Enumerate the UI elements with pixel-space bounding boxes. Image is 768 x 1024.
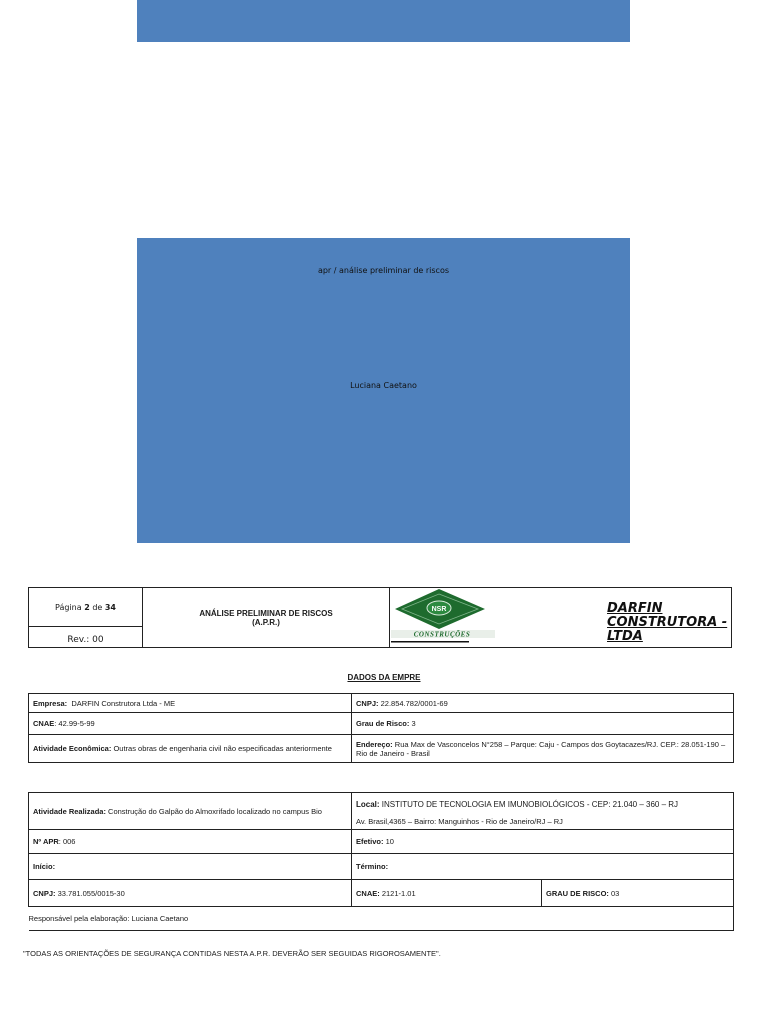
cover-title: apr / análise preliminar de riscos [317, 266, 450, 275]
page-number [29, 588, 142, 627]
page-info-cell [29, 588, 143, 647]
apr-cell [29, 830, 352, 854]
efetivo-label: Efetivo: [356, 837, 384, 846]
company-data-table [28, 693, 734, 763]
work-data-table [28, 792, 734, 931]
cnae-label: CNAE [33, 719, 55, 728]
page-total: 34 [104, 603, 116, 612]
empresa-cell [29, 694, 352, 713]
cnpj-obra-label: CNPJ: [33, 888, 56, 898]
efetivo-cell [352, 830, 734, 854]
table-row [29, 713, 734, 735]
termino-cell [352, 854, 734, 880]
table-row [29, 907, 734, 931]
cnae-obra-label: CNAE: [356, 888, 380, 898]
atividade-economica-cell [29, 735, 352, 763]
atividade-realizada-value: Construção do Galpão do Almoxrifado localizado no campus Bio [108, 806, 322, 816]
atividade-label: Atividade Econômica: [33, 744, 112, 753]
cnpj-obra-cell [29, 880, 352, 907]
table-row [29, 793, 734, 830]
responsavel-cell [29, 907, 734, 931]
page-current: 2 [84, 603, 90, 612]
page-of: de [92, 603, 103, 612]
apr-label: Nº APR [33, 837, 59, 846]
section-title: DADOS DA EMPRE [347, 673, 421, 682]
company-name: DARFIN CONSTRUTORA - LTDA [607, 601, 728, 644]
cnae-obra-cell [352, 880, 542, 907]
logo-emblem-icon [390, 588, 500, 648]
page-word: Página [55, 603, 82, 612]
endereco-cell [352, 735, 734, 763]
apr-value: : 006 [58, 837, 76, 846]
table-row [29, 854, 734, 880]
doc-title: ANÁLISE PRELIMINAR DE RISCOS [199, 609, 333, 618]
cnae-cell [29, 713, 352, 735]
grau-obra-cell [542, 880, 734, 907]
endereco-label: Endereço: [356, 739, 393, 749]
local-label: Local: [356, 799, 380, 809]
inicio-cell [29, 854, 352, 880]
local-cell [352, 793, 734, 830]
cnpj-obra-value: 33.781.055/0015-30 [57, 888, 125, 898]
cnpj-label: CNPJ: [356, 698, 379, 708]
grau-value: 3 [411, 719, 416, 728]
cnpj-cell [352, 694, 734, 713]
grau-obra-label: GRAU DE RISCO: [546, 888, 609, 898]
top-blue-banner [137, 0, 630, 42]
empresa-value: DARFIN Construtora Ltda - ME [71, 698, 176, 708]
cnpj-value: 22.854.782/0001-69 [380, 698, 448, 708]
termino-label: Término: [356, 862, 389, 871]
document-header [28, 587, 732, 648]
grau-obra-value: 03 [611, 888, 620, 898]
company-logo [390, 588, 500, 647]
doc-title-abbr: (A.P.R.) [252, 618, 280, 627]
cover-author: Luciana Caetano [350, 381, 417, 390]
local-value: INSTITUTO DE TECNOLOGIA EM IMUNOBIOLÓGICOS - CEP: 21.040 – 360 – RJ [381, 799, 679, 809]
safety-note: "TODAS AS ORIENTAÇÕES DE SEGURANÇA CONTIDAS NESTA A.P.R. DEVERÃO SER SEGUIDAS RIGOROSAMENTE". [23, 949, 441, 958]
revision: Rev.: 00 [67, 635, 104, 645]
empresa-label: Empresa: [33, 698, 68, 708]
cnae-obra-value: 2121-1.01 [381, 888, 416, 898]
inicio-label: Início: [33, 862, 56, 871]
endereco-value: Rua Max de Vasconcelos N°258 – Parque: Caju - Campos dos Goytacazes/RJ. CEP.: 28.051-190 – Rio de Janeiro - Brasil [356, 739, 726, 758]
logo-badge-text: NSR [431, 606, 447, 613]
atividade-realizada-label: Atividade Realizada: [33, 806, 106, 816]
responsavel-text: Responsável pela elaboração: Luciana Caetano [28, 914, 189, 923]
local-address: Av. Brasil,4365 – Bairro: Manguinhos - Rio de Janeiro/RJ – RJ [356, 816, 563, 826]
doc-title-cell [143, 588, 390, 647]
table-row [29, 880, 734, 907]
efetivo-value: 10 [385, 837, 394, 846]
cnae-value: : 42.99-5-99 [54, 719, 95, 728]
atividade-value: Outras obras de engenharia civil não especificadas anteriormente [113, 744, 332, 753]
cover-panel [137, 238, 630, 543]
table-row [29, 694, 734, 713]
grau-label: Grau de Risco: [356, 719, 410, 728]
atividade-realizada-cell [29, 793, 352, 830]
grau-cell [352, 713, 734, 735]
logo-subtitle: CONSTRUÇÕES [413, 630, 471, 639]
table-row [29, 830, 734, 854]
table-row [29, 735, 734, 763]
